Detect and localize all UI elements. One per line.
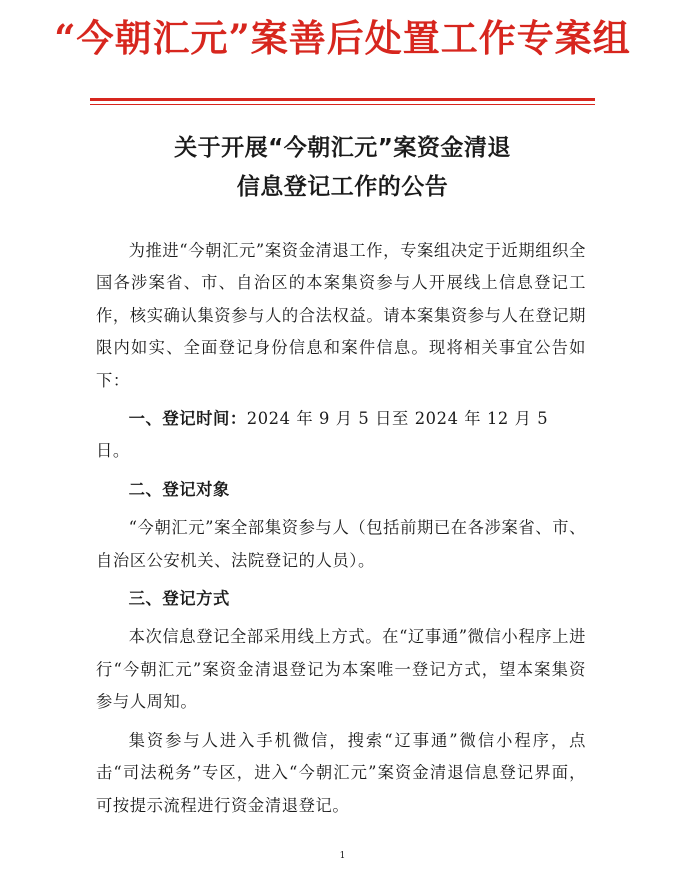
section-1-heading: 一、登记时间： (128, 409, 247, 429)
section-2-heading: 二、登记对象 (128, 479, 230, 499)
page-number: 1 (339, 851, 346, 861)
section-1 (96, 403, 586, 468)
notice-title-line-1: 关于开展“今朝汇元”案资金清退 (174, 135, 511, 161)
section-2 (96, 474, 586, 506)
section-3-heading: 三、登记方式 (128, 589, 230, 609)
section-2-paragraph: “今朝汇元”案全部集资参与人（包括前期已在各涉案省、市、自治区公安机关、法院登记的人员）。 (96, 518, 586, 570)
masthead-rule-thin (90, 104, 595, 105)
section-3-paragraph-2: 集资参与人进入手机微信，搜索“辽事通”微信小程序，点击“司法税务”专区，进入“今朝汇元”案资金清退信息登记界面，可按提示流程进行资金清退登记。 (96, 730, 586, 815)
section-3-paragraph-1: 本次信息登记全部采用线上方式。在“辽事通”微信小程序上进行“今朝汇元”案资金清退登记为本案唯一登记方式，望本案集资参与人周知。 (96, 627, 586, 712)
masthead-rule-thick (90, 98, 595, 101)
notice-body (96, 235, 586, 822)
notice-title-line-2: 信息登记工作的公告 (236, 174, 449, 200)
intro-paragraph: 为推进“今朝汇元”案资金清退工作，专案组决定于近期组织全国各涉案省、市、自治区的本案集资参与人开展线上信息登记工作，核实确认集资参与人的合法权益。请本案集资参与人在登记期限内如实、全面登记身份信息和案件信息。现将相关事宜公告如下： (96, 241, 586, 390)
section-3 (96, 583, 586, 615)
section-1-text: 2024 年 9 月 5 日至 2024 年 12 月 5 日。 (96, 409, 549, 461)
masthead-title: “今朝汇元”案善后处置工作专案组 (54, 16, 631, 60)
